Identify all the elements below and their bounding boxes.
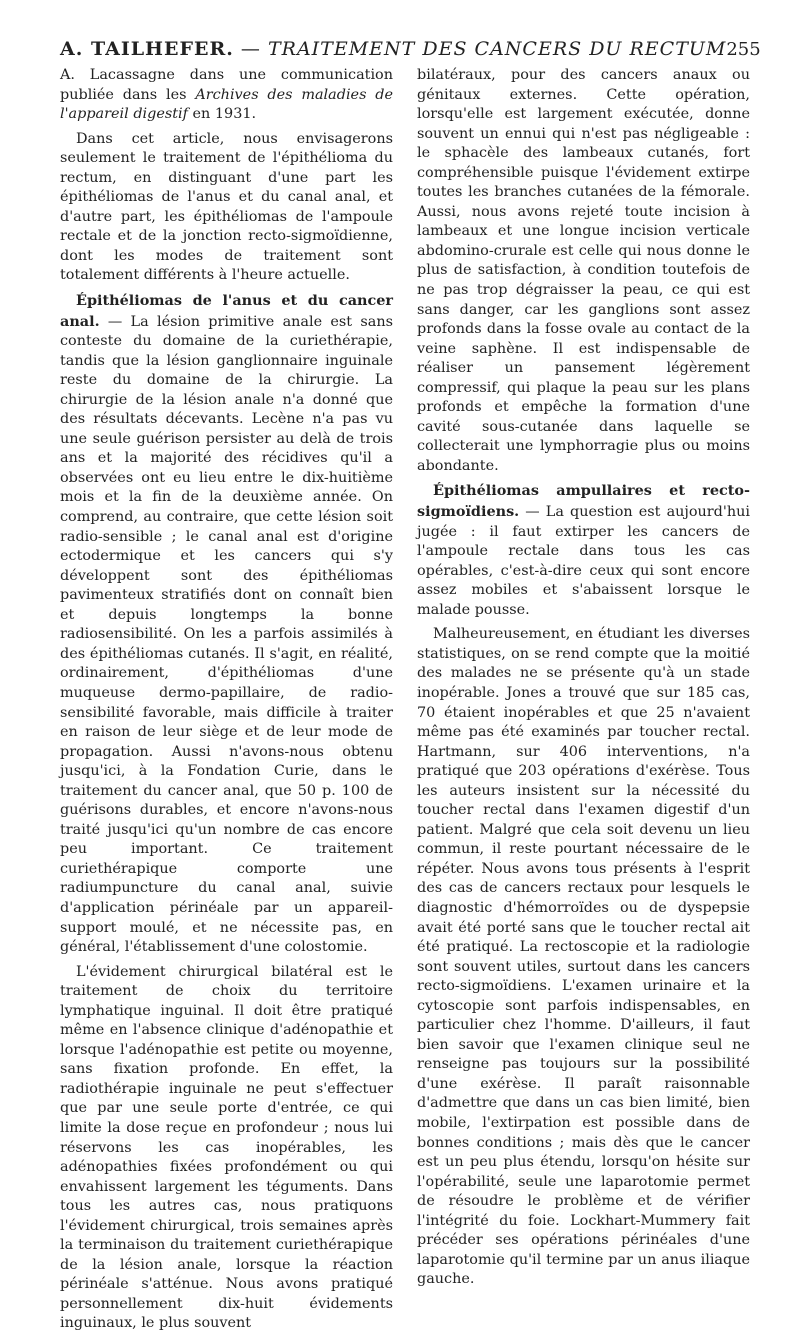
text-run: — La lésion primitive anale est sans conteste du domaine de la curiethérapie, tandis que la lésion ganglionnaire inguinale reste du domaine de la chirurgie. La chirurgie de la lésion anale n'a donné que des résultats décevants. Lecène n'a pas vu une seule guérison persister au delà de trois ans et la majorité des récidives qu'il a observées ont eu lieu entre le dix-huitième mois et la fin de la deuxième année. On comprend, au contraire, que cette lésion soit radio-sensible ; le canal anal est d'origine ectodermique et les cancers qui s'y développent sont des épithéliomas pavimenteux stratifiés dont on connaît bien et depuis longtemps la bonne radiosensibilité. On les a parfois assimilés à des épithéliomas cutanés. Il s'agit, en réalité, ordinairement, d'épithéliomas d'une muqueuse dermo-papillaire, de radio-sensibilité favorable, mais difficile à traiter en raison de leur siège et de leur mode de propagation. Aussi n'avons-nous obtenu jusqu'ici, à la Fondation Curie, dans le traitement du cancer anal, que 50 p. 100 de guérisons durables, et encore n'avons-nous traité jusqu'ici qu'un nombre de cas encore peu important. Ce traitement curiethérapique comporte une radiumpuncture du canal anal, suivie d'application périnéale par un appareil-support moulé, et ne nécessite pas, en général, l'établissement d'une colostomie.: [60, 313, 393, 956]
header-author: A. TAILHEFER.: [60, 38, 234, 60]
paragraph: bilatéraux, pour des cancers anaux ou génitaux externes. Cette opération, lorsqu'elle est largement exécutée, donne souvent un ennui qui n'est pas négligeable : le sphacèle des lambeaux cutanés, fort compréhensible puisque l'évidement extirpe toutes les branches cutanées de la fémorale. Aussi, nous avons rejeté toute incision à lambeaux et une longue incision verticale abdomino-crurale est celle qui nous donne le plus de satisfaction, à condition toutefois de ne pas trop dégraisser la peau, ce qui est sans danger, car les ganglions sont assez profonds dans la fosse ovale au contact de la veine saphène. Il est indispensable de réaliser un pansement légèrement compressif, qui plaque la peau sur les plans profonds et empêche la formation d'une cavité sous-cutanée dans laquelle se collecterait une lymphorragie plus ou moins abondante.: [417, 67, 750, 474]
text-run: en 1931.: [187, 106, 257, 123]
paragraph: [60, 66, 393, 125]
journal-title: Archives des maladies de l'appareil digestif: [60, 86, 393, 123]
left-column: [60, 66, 393, 1339]
text-run: — La question est aujourd'hui jugée : il faut extirper les cancers de l'ampoule rectale dans tous les cas opérables, c'est-à-dire ceux qui sont encore assez mobiles et s'abaissent lorsque le malade pousse.: [417, 504, 750, 618]
paragraph: Malheureusement, en étudiant les diverses statistiques, on se rend compte que la moitié des malades ne se présente qu'à un stade inopérable. Jones a trouvé que sur 185 cas, 70 étaient inopérables et que 25 n'avaient même pas été examinés par toucher rectal. Hartmann, sur 406 interventions, n'a pratiqué que 203 opérations d'exérèse. Tous les auteurs insistent sur la nécessité du toucher rectal dans l'examen digestif d'un patient. Malgré que cela soit devenu un lieu commun, il reste pourtant nécessaire de le répéter. Nous avons tous présents à l'esprit des cas de cancers rectaux pour lesquels le diagnostic d'hémorroïdes ou de dyspepsie avait été porté sans que le toucher rectal ait été pratiqué. La rectoscopie et la radiologie sont souvent utiles, surtout dans les cancers recto-sigmoïdiens. L'examen urinaire et la cytoscopie sont parfois indispensables, en particulier chez l'homme. D'ailleurs, il faut bien savoir que l'examen clinique seul ne renseigne pas toujours sur la possibilité d'une exérèse. Il paraît raisonnable d'admettre que dans un cas bien limité, bien mobile, l'extirpation est possible dans de bonnes conditions ; mais dès que le cancer est un peu plus étendu, lorsqu'on hésite sur l'opérabilité, seule une laparotomie permet de résoudre le problème et de vérifier l'intégrité du foie. Lockhart-Mummery fait précéder ses opérations périnéales d'une laparotomie qu'il termine par un anus iliaque gauche.: [417, 626, 750, 1288]
page-header: [60, 38, 761, 60]
paragraph: Dans cet article, nous envisagerons seulement le traitement de l'épithélioma du rectum, en distinguant d'une part les épithéliomas de l'anus et du canal anal, et d'autre part, les épithéliomas de l'ampoule rectale et de la jonction recto-sigmoïdienne, dont les modes de traitement sont totalement différents à l'heure actuelle.: [60, 130, 393, 284]
text-columns: [60, 66, 750, 1339]
right-column: [417, 66, 750, 1339]
section-heading: Épithéliomas ampullaires et recto-sigmoïdiens.: [417, 482, 750, 521]
header-dash: —: [233, 38, 268, 60]
running-head: [60, 38, 726, 60]
page-number: 255: [726, 39, 761, 60]
section-heading: Épithéliomas de l'anus et du cancer anal.: [60, 292, 393, 330]
header-title: TRAITEMENT DES CANCERS DU RECTUM: [267, 38, 727, 60]
text-run: A. Lacassagne dans une communication publiée dans les: [60, 67, 393, 103]
paragraph: L'évidement chirurgical bilatéral est le traitement de choix du territoire lymphatique inguinal. Il doit être pratiqué même en l'absence clinique d'adénopathie et lorsque l'adénopathie est petite ou moyenne, sans fixation profonde. En effet, la radiothérapie inguinale ne peut s'effectuer que par une seule porte d'entrée, ce qui limite la dose reçue en profondeur ; nous lui réservons les cas inopérables, les adénopathies fixées profondément ou qui envahissent largement les téguments. Dans tous les autres cas, nous pratiquons l'évidement chirurgical, trois semaines après la terminaison du traitement curiethérapique de la lésion anale, lorsque la réaction périnéale s'atténue. Nous avons pratiqué personnellement dix-huit évidements inguinaux, le plus souvent: [60, 963, 393, 1332]
paragraph: [60, 291, 393, 958]
paragraph: [417, 481, 750, 620]
